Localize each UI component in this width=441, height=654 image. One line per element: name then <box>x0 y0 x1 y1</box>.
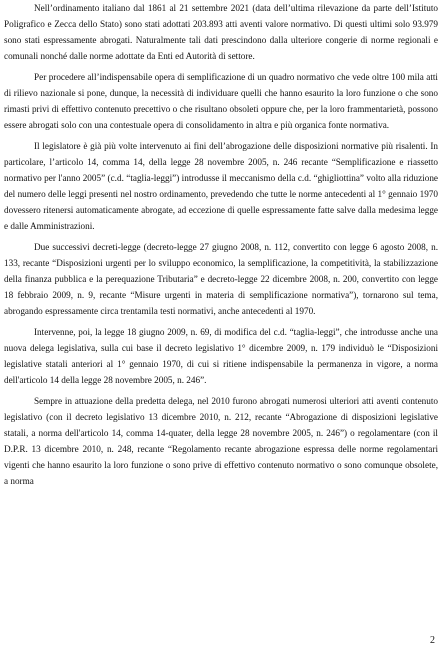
page-number: 2 <box>430 635 435 646</box>
paragraph-4: Due successivi decreti-legge (decreto-legge 27 giugno 2008, n. 112, convertito con legge 6 agosto 2008, n. 133, recante “Disposizioni urgenti per lo sviluppo economico, la semplificazione, la competitività, la stabilizzazione della finanza pubblica e la perequazione Tributaria” e decreto-legge 22 dicembre 2008, n. 200, convertito con legge 18 febbraio 2009, n. 9, recante “Misure urgenti in materia di semplificazione normativa”), tornarono sul tema, abrogando espressamente circa trentamila testi normativi, anche antecedenti al 1970. <box>4 242 438 316</box>
paragraph-5: Intervenne, poi, la legge 18 giugno 2009, n. 69, di modifica del c.d. “taglia-leggi”, che introdusse anche una nuova delega legislativa, sulla cui base il decreto legislativo 1° dicembre 2009, n. 179 individuò le “Disposizioni legislative statali anteriori al 1° gennaio 1970, di cui si ritiene indispensabile la permanenza in vigore, a norma dell'articolo 14 della legge 28 novembre 2005, n. 246”. <box>4 327 438 385</box>
paragraph-1: Nell’ordinamento italiano dal 1861 al 21 settembre 2021 (data dell’ultima rilevazione da parte dell’Istituto Poligrafico e Zecca dello Stato) sono stati adottati 203.893 atti aventi valore normativo. Di questi ultimi solo 93.979 sono stati espressamente abrogati. Naturalmente tali dati prescindono dalla ulteriore congerie di norme regionali e comunali nonché dalle norme adottate da Enti ed Autorità di settore. <box>4 3 438 61</box>
paragraph-2: Per procedere all’indispensabile opera di semplificazione di un quadro normativo che vede oltre 100 mila atti di rilievo nazionale si pone, dunque, la necessità di individuare quelli che hanno esaurito la loro funzione o che sono rimasti privi di effettivo contenuto precettivo o che risultano obsoleti oppure che, per la loro frammentarietà, possono essere abrogati solo con una contestuale opera di consolidamento in altra e più organica fonte normativa. <box>4 72 438 130</box>
paragraph-3: Il legislatore è già più volte intervenuto ai fini dell’abrogazione delle disposizioni normative più risalenti. In particolare, l’articolo 14, comma 14, della legge 28 novembre 2005, n. 246 recante “Semplificazione e riassetto normativo per l'anno 2005” (c.d. “taglia-leggi”) introdusse il meccanismo della c.d. “ghigliottina” volto alla riduzione del numero delle leggi presenti nel nostro ordinamento, prevedendo che tutte le norme antecedenti al 1° gennaio 1970 dovessero ritenersi automaticamente abrogate, ad eccezione di quelle espressamente fatte salve dalla medesima legge e dalle Amministrazioni. <box>4 141 438 231</box>
paragraph-6: Sempre in attuazione della predetta delega, nel 2010 furono abrogati numerosi ulteriori atti aventi contenuto legislativo (con il decreto legislativo 13 dicembre 2010, n. 212, recante “Abrogazione di disposizioni legislative statali, a norma dell'articolo 14, comma 14-quater, della legge 28 novembre 2005, n. 246”) o regolamentare (con il D.P.R. 13 dicembre 2010, n. 248, recante “Regolamento recante abrogazione espressa delle norme regolamentari vigenti che hanno esaurito la loro funzione o sono prive di effettivo contenuto normativo o sono comunque obsolete, a norma <box>4 396 438 486</box>
